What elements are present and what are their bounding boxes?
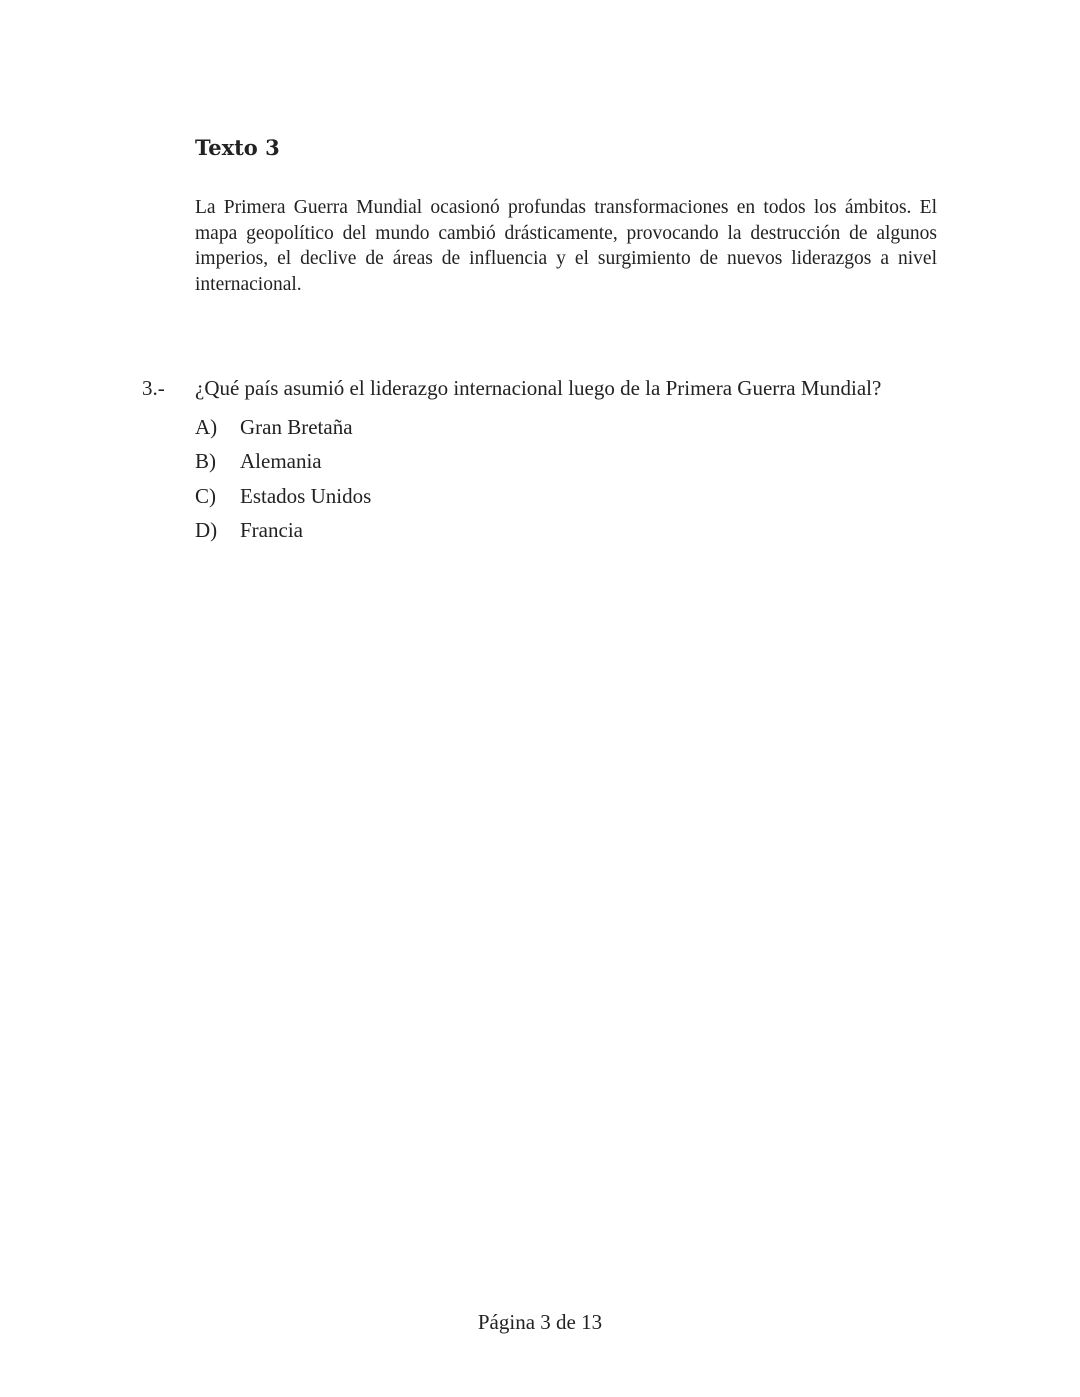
section-title: Texto 3 [195, 135, 280, 160]
option-letter: C) [195, 483, 216, 508]
question-number: 3.- [142, 376, 165, 400]
option-letter: D) [195, 517, 218, 542]
option-letter: B) [195, 449, 216, 474]
option-text: Estados Unidos [240, 483, 372, 508]
question-text: ¿Qué país asumió el liderazgo internacional luego de la Primera Guerra Mundial? [195, 376, 882, 400]
option-text: Gran Bretaña [240, 415, 353, 439]
section-paragraph: La Primera Guerra Mundial ocasionó profundas transformaciones en todos los ámbitos. El mapa geopolítico del mundo cambió drásticamente, provocando la destrucción de algunos imperios, el declive de áreas de influencia y el surgimiento de nuevos liderazgos a nivel internacional. [195, 197, 937, 295]
option-text: Alemania [240, 449, 322, 474]
option-letter: A) [195, 415, 218, 439]
option-text: Francia [240, 517, 303, 542]
page-number-footer: Página 3 de 13 [477, 1310, 603, 1334]
